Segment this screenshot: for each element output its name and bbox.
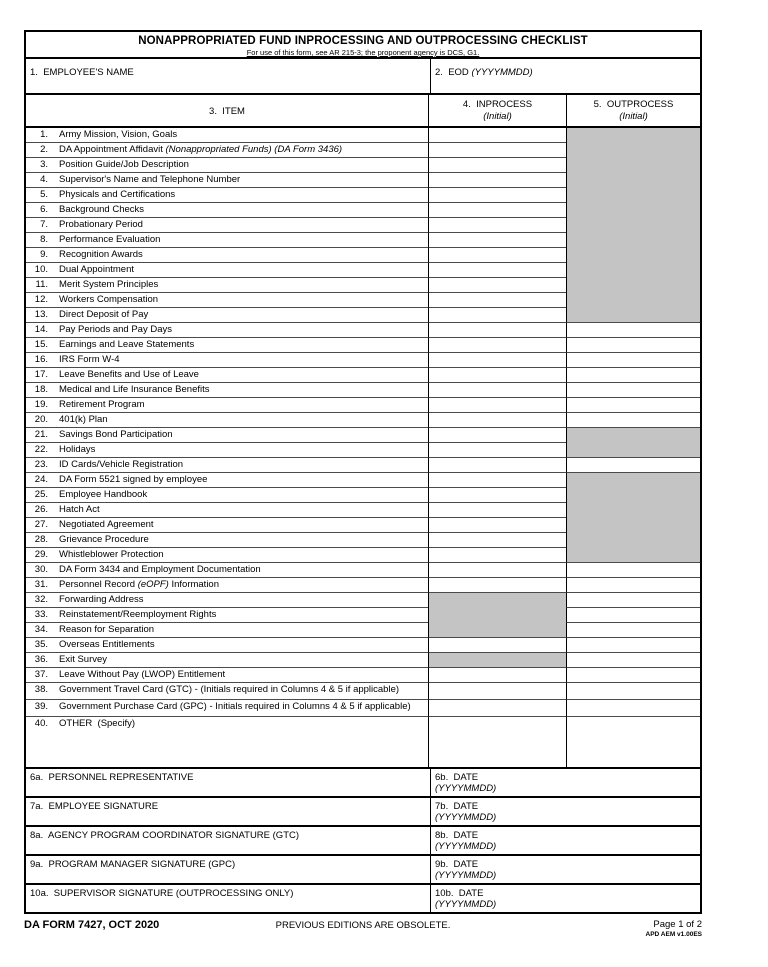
item-label-cell: [26, 683, 428, 700]
item-label-cell: [26, 578, 428, 593]
outprocess-cell-33[interactable]: [566, 608, 700, 623]
inprocess-cell-18[interactable]: [428, 383, 566, 398]
outprocess-cell-21: [566, 428, 700, 443]
outprocess-cell-29: [566, 548, 700, 563]
outprocess-cell-40[interactable]: [566, 717, 700, 767]
inprocess-cell-10[interactable]: [428, 263, 566, 278]
item-label-cell: [26, 158, 428, 173]
outprocess-cell-4: [566, 173, 700, 188]
signature-label: 8a. AGENCY PROGRAM COORDINATOR SIGNATURE (GTC): [30, 830, 300, 841]
item-text: Medical and Life Insurance Benefits: [59, 384, 210, 395]
outprocess-cell-38[interactable]: [566, 683, 700, 700]
employee-name-label: 1. EMPLOYEE'S NAME: [30, 67, 134, 78]
inprocess-cell-20[interactable]: [428, 413, 566, 428]
date-format: (YYYYMMDD): [435, 783, 497, 794]
item-label-cell: [26, 203, 428, 218]
outprocess-cell-12: [566, 293, 700, 308]
item-number: 11.: [35, 279, 48, 290]
checklist-row-7: [26, 218, 700, 233]
item-label-cell: [26, 458, 428, 473]
checklist-row-22: [26, 443, 700, 458]
item-number: 33.: [34, 609, 48, 620]
inprocess-cell-7[interactable]: [428, 218, 566, 233]
outprocess-cell-34[interactable]: [566, 623, 700, 638]
item-text: DA Form 5521 signed by employee: [59, 474, 208, 485]
checklist-row-1: [26, 128, 700, 143]
item-text: Holidays: [59, 444, 96, 455]
item-number: 29.: [34, 549, 48, 560]
checklist-row-4: [26, 173, 700, 188]
item-text: Savings Bond Participation: [59, 429, 173, 440]
checklist-row-12: [26, 293, 700, 308]
item-text: Grievance Procedure: [59, 534, 149, 545]
da-form-7427: [24, 30, 702, 914]
inprocess-cell-22[interactable]: [428, 443, 566, 458]
item-label-cell: [26, 383, 428, 398]
checklist-row-3: [26, 158, 700, 173]
outprocess-cell-15[interactable]: [566, 338, 700, 353]
checklist-row-28: [26, 533, 700, 548]
item-label-cell: [26, 593, 428, 608]
outprocess-cell-16[interactable]: [566, 353, 700, 368]
outprocess-cell-20[interactable]: [566, 413, 700, 428]
checklist-row-40: [26, 717, 700, 767]
inprocess-cell-40[interactable]: [428, 717, 566, 767]
checklist-row-37: [26, 668, 700, 683]
item-text: Pay Periods and Pay Days: [59, 324, 173, 335]
inprocess-cell-33: [428, 608, 566, 623]
date-label: 8b. DATE: [435, 830, 484, 841]
item-number: 7.: [40, 219, 48, 230]
outprocess-cell-11: [566, 278, 700, 293]
outprocess-cell-23[interactable]: [566, 458, 700, 473]
inprocess-cell-19[interactable]: [428, 398, 566, 413]
item-number: 5.: [40, 189, 48, 200]
item-label-cell: [26, 338, 428, 353]
item-text: Negotiated Agreement: [59, 519, 154, 530]
checklist-row-5: [26, 188, 700, 203]
checklist-row-24: [26, 473, 700, 488]
top-fields-row: [26, 59, 700, 95]
outprocess-cell-14[interactable]: [566, 323, 700, 338]
item-label-cell: [26, 143, 428, 158]
item-text: Probationary Period: [59, 219, 143, 230]
item-column-label: 3. ITEM: [209, 106, 245, 117]
item-text: DA Appointment Affidavit (Nonappropriated Funds) (DA Form 3436): [59, 144, 343, 155]
item-label-cell: [26, 323, 428, 338]
checklist-row-10: [26, 263, 700, 278]
item-text: Dual Appointment: [59, 264, 134, 275]
inprocess-cell-16[interactable]: [428, 353, 566, 368]
item-number: 26.: [34, 504, 48, 515]
inprocess-cell-31[interactable]: [428, 578, 566, 593]
item-text: Leave Benefits and Use of Leave: [59, 369, 199, 380]
inprocess-cell-39[interactable]: [428, 700, 566, 717]
item-text: Overseas Entitlements: [59, 639, 155, 650]
item-text: Whistleblower Protection: [59, 549, 164, 560]
item-number: 8.: [40, 234, 48, 245]
checklist-row-17: [26, 368, 700, 383]
item-label-cell: [26, 563, 428, 578]
checklist-row-34: [26, 623, 700, 638]
signature-row-8: [26, 825, 700, 854]
inprocess-cell-29[interactable]: [428, 548, 566, 563]
footer-right: [646, 919, 702, 938]
outprocess-cell-5: [566, 188, 700, 203]
item-label-cell: [26, 188, 428, 203]
outprocess-cell-22: [566, 443, 700, 458]
item-number: 17.: [34, 369, 48, 380]
outprocess-cell-3: [566, 158, 700, 173]
item-number: 30.: [34, 564, 48, 575]
outprocess-cell-25: [566, 488, 700, 503]
item-label-cell: [26, 548, 428, 563]
item-label-cell: [26, 428, 428, 443]
checklist-row-16: [26, 353, 700, 368]
item-number: 20.: [34, 414, 48, 425]
checklist-row-19: [26, 398, 700, 413]
item-text: DA Form 3434 and Employment Documentation: [59, 564, 261, 575]
item-label-cell: [26, 398, 428, 413]
inprocess-cell-35[interactable]: [428, 638, 566, 653]
date-field-9b[interactable]: [430, 856, 700, 883]
outprocess-cell-1: [566, 128, 700, 143]
inprocess-cell-2[interactable]: [428, 143, 566, 158]
column-header-inprocess: [428, 95, 566, 126]
item-label-cell: [26, 443, 428, 458]
outprocess-cell-35[interactable]: [566, 638, 700, 653]
form-number: DA FORM 7427, OCT 2020: [24, 919, 160, 931]
item-text: Employee Handbook: [59, 489, 148, 500]
inprocess-cell-36: [428, 653, 566, 668]
item-number: 25.: [34, 489, 48, 500]
inprocess-cell-24[interactable]: [428, 473, 566, 488]
inprocess-cell-28[interactable]: [428, 533, 566, 548]
checklist-row-29: [26, 548, 700, 563]
outprocess-cell-28: [566, 533, 700, 548]
outprocess-column-label: 5. OUTPROCESS: [593, 99, 674, 110]
item-label-cell: [26, 308, 428, 323]
outprocess-cell-2: [566, 143, 700, 158]
item-number: 36.: [34, 654, 48, 665]
inprocess-cell-25[interactable]: [428, 488, 566, 503]
item-number: 21.: [34, 429, 48, 440]
item-label-cell: [26, 293, 428, 308]
item-number: 18.: [34, 384, 48, 395]
item-number: 19.: [34, 399, 48, 410]
outprocess-cell-37[interactable]: [566, 668, 700, 683]
obsolete-note: PREVIOUS EDITIONS ARE OBSOLETE.: [275, 920, 451, 931]
item-number: 39.: [34, 701, 48, 712]
inprocess-cell-1[interactable]: [428, 128, 566, 143]
eod-date-format: (YYYYMMDD): [471, 67, 533, 78]
item-text: Army Mission, Vision, Goals: [59, 129, 178, 140]
checklist-row-32: [26, 593, 700, 608]
eod-label: 2. EOD: [435, 67, 472, 78]
inprocess-cell-37[interactable]: [428, 668, 566, 683]
outprocess-cell-17[interactable]: [566, 368, 700, 383]
outprocess-cell-39[interactable]: [566, 700, 700, 717]
item-label-cell: [26, 488, 428, 503]
item-number: 28.: [34, 534, 48, 545]
outprocess-cell-27: [566, 518, 700, 533]
item-label-cell: [26, 473, 428, 488]
item-number: 40.: [34, 718, 48, 729]
signature-field-8a[interactable]: [26, 827, 430, 854]
outprocess-cell-30[interactable]: [566, 563, 700, 578]
inprocess-cell-6[interactable]: [428, 203, 566, 218]
item-text: Reinstatement/Reemployment Rights: [59, 609, 217, 620]
item-label-cell: [26, 503, 428, 518]
signature-row-6: [26, 767, 700, 796]
outprocess-cell-18[interactable]: [566, 383, 700, 398]
item-number: 10.: [34, 264, 48, 275]
signature-label: 9a. PROGRAM MANAGER SIGNATURE (GPC): [30, 859, 236, 870]
outprocess-cell-13: [566, 308, 700, 323]
checklist-row-30: [26, 563, 700, 578]
inprocess-cell-32: [428, 593, 566, 608]
inprocess-cell-3[interactable]: [428, 158, 566, 173]
outprocess-initial-note: (Initial): [619, 111, 648, 122]
checklist-row-18: [26, 383, 700, 398]
item-text: Retirement Program: [59, 399, 145, 410]
checklist-row-9: [26, 248, 700, 263]
checklist-row-38: [26, 683, 700, 700]
item-label-cell: [26, 668, 428, 683]
signature-label: 7a. EMPLOYEE SIGNATURE: [30, 801, 159, 812]
item-text: Government Purchase Card (GPC) - Initials required in Columns 4 & 5 if applicable): [59, 701, 411, 712]
item-number: 16.: [34, 354, 48, 365]
checklist-row-2: [26, 143, 700, 158]
item-number: 38.: [34, 684, 48, 695]
item-text: Workers Compensation: [59, 294, 159, 305]
outprocess-cell-6: [566, 203, 700, 218]
item-label-cell: [26, 413, 428, 428]
item-number: 15.: [34, 339, 48, 350]
item-label-cell: [26, 653, 428, 668]
item-label-cell: [26, 717, 428, 767]
checklist-items: [26, 128, 700, 767]
item-number: 32.: [34, 594, 48, 605]
inprocess-cell-15[interactable]: [428, 338, 566, 353]
signature-row-10: [26, 883, 700, 912]
item-label-cell: [26, 173, 428, 188]
item-number: 14.: [34, 324, 48, 335]
checklist-row-35: [26, 638, 700, 653]
inprocess-cell-34: [428, 623, 566, 638]
inprocess-cell-13[interactable]: [428, 308, 566, 323]
signature-field-7a[interactable]: [26, 798, 430, 825]
checklist-row-36: [26, 653, 700, 668]
item-text: IRS Form W-4: [59, 354, 120, 365]
signature-section: [26, 767, 700, 912]
inprocess-cell-30[interactable]: [428, 563, 566, 578]
date-format: (YYYYMMDD): [435, 812, 497, 823]
date-field-8b[interactable]: [430, 827, 700, 854]
item-text: Reason for Separation: [59, 624, 155, 635]
checklist-row-8: [26, 233, 700, 248]
item-number: 37.: [34, 669, 48, 680]
item-text: Earnings and Leave Statements: [59, 339, 195, 350]
signature-field-9a[interactable]: [26, 856, 430, 883]
checklist-row-15: [26, 338, 700, 353]
checklist-row-14: [26, 323, 700, 338]
item-text: Government Travel Card (GTC) - (Initials required in Columns 4 & 5 if applicable): [59, 684, 400, 695]
item-label-cell: [26, 638, 428, 653]
checklist-row-26: [26, 503, 700, 518]
outprocess-cell-9: [566, 248, 700, 263]
item-number: 35.: [34, 639, 48, 650]
inprocess-cell-38[interactable]: [428, 683, 566, 700]
eod-field[interactable]: [430, 59, 700, 93]
item-label-cell: [26, 218, 428, 233]
item-text: Personnel Record (eOPF) Information: [59, 579, 219, 590]
signature-field-10a[interactable]: [26, 885, 430, 912]
item-label-cell: [26, 623, 428, 638]
date-field-10b[interactable]: [430, 885, 700, 912]
inprocess-cell-8[interactable]: [428, 233, 566, 248]
inprocess-cell-17[interactable]: [428, 368, 566, 383]
inprocess-cell-23[interactable]: [428, 458, 566, 473]
date-format: (YYYYMMDD): [435, 899, 497, 910]
inprocess-cell-11[interactable]: [428, 278, 566, 293]
item-number: 9.: [40, 249, 48, 260]
item-number: 13.: [34, 309, 48, 320]
date-format: (YYYYMMDD): [435, 870, 497, 881]
item-text: Hatch Act: [59, 504, 100, 515]
checklist-row-39: [26, 700, 700, 717]
item-number: 3.: [40, 159, 48, 170]
form-subtitle: For use of this form, see AR 215-3; the proponent agency is DCS, G1.: [246, 48, 480, 57]
outprocess-cell-26: [566, 503, 700, 518]
inprocess-cell-26[interactable]: [428, 503, 566, 518]
item-text: Position Guide/Job Description: [59, 159, 189, 170]
item-number: 12.: [34, 294, 48, 305]
inprocess-cell-27[interactable]: [428, 518, 566, 533]
date-label: 10b. DATE: [435, 888, 489, 899]
item-number: 27.: [34, 519, 48, 530]
item-text: Direct Deposit of Pay: [59, 309, 149, 320]
column-header-row: [26, 95, 700, 128]
employee-name-field[interactable]: [26, 59, 430, 93]
item-text: Physicals and Certifications: [59, 189, 176, 200]
item-label-cell: [26, 368, 428, 383]
item-number: 31.: [34, 579, 48, 590]
outprocess-cell-31[interactable]: [566, 578, 700, 593]
item-text: Background Checks: [59, 204, 145, 215]
item-label-cell: [26, 700, 428, 717]
item-label-cell: [26, 128, 428, 143]
inprocess-initial-note: (Initial): [483, 111, 512, 122]
date-field-7b[interactable]: [430, 798, 700, 825]
form-title: NONAPPROPRIATED FUND INPROCESSING AND OUTPROCESSING CHECKLIST: [138, 35, 588, 47]
item-text: OTHER (Specify): [59, 718, 136, 729]
date-format: (YYYYMMDD): [435, 841, 497, 852]
outprocess-cell-8: [566, 233, 700, 248]
outprocess-cell-36[interactable]: [566, 653, 700, 668]
item-label-cell: [26, 353, 428, 368]
item-number: 6.: [40, 204, 48, 215]
outprocess-cell-32[interactable]: [566, 593, 700, 608]
inprocess-column-label: 4. INPROCESS: [462, 99, 533, 110]
item-label-cell: [26, 278, 428, 293]
item-text: 401(k) Plan: [59, 414, 108, 425]
item-label-cell: [26, 518, 428, 533]
signature-field-6a[interactable]: [26, 769, 430, 796]
signature-label: 10a. SUPERVISOR SIGNATURE (OUTPROCESSING ONLY): [30, 888, 294, 899]
item-text: Forwarding Address: [59, 594, 144, 605]
checklist-row-20: [26, 413, 700, 428]
item-text: ID Cards/Vehicle Registration: [59, 459, 184, 470]
column-header-outprocess: [566, 95, 700, 126]
item-text: Leave Without Pay (LWOP) Entitlement: [59, 669, 226, 680]
item-number: 23.: [34, 459, 48, 470]
inprocess-cell-4[interactable]: [428, 173, 566, 188]
item-text: Supervisor's Name and Telephone Number: [59, 174, 241, 185]
checklist-row-13: [26, 308, 700, 323]
item-number: 4.: [40, 174, 48, 185]
page-indicator: Page 1 of 2: [653, 919, 702, 930]
checklist-row-31: [26, 578, 700, 593]
item-number: 24.: [34, 474, 48, 485]
checklist-row-6: [26, 203, 700, 218]
date-label: 6b. DATE: [435, 772, 484, 783]
date-label: 7b. DATE: [435, 801, 484, 812]
inprocess-cell-5[interactable]: [428, 188, 566, 203]
item-text: Exit Survey: [59, 654, 108, 665]
date-field-6b[interactable]: [430, 769, 700, 796]
checklist-row-11: [26, 278, 700, 293]
column-header-item: [26, 95, 428, 126]
title-block: [26, 32, 700, 59]
checklist-row-23: [26, 458, 700, 473]
item-label-cell: [26, 263, 428, 278]
outprocess-cell-24: [566, 473, 700, 488]
outprocess-cell-7: [566, 218, 700, 233]
item-label-cell: [26, 608, 428, 623]
item-text: Recognition Awards: [59, 249, 143, 260]
item-text: Performance Evaluation: [59, 234, 161, 245]
checklist-row-33: [26, 608, 700, 623]
item-number: 1.: [40, 129, 48, 140]
checklist-row-21: [26, 428, 700, 443]
item-label-cell: [26, 533, 428, 548]
item-label-cell: [26, 248, 428, 263]
outprocess-cell-10: [566, 263, 700, 278]
signature-label: 6a. PERSONNEL REPRESENTATIVE: [30, 772, 194, 783]
item-label-cell: [26, 233, 428, 248]
item-number: 22.: [34, 444, 48, 455]
outprocess-cell-19[interactable]: [566, 398, 700, 413]
signature-row-9: [26, 854, 700, 883]
inprocess-cell-21[interactable]: [428, 428, 566, 443]
date-label: 9b. DATE: [435, 859, 484, 870]
checklist-row-25: [26, 488, 700, 503]
item-number: 2.: [40, 144, 48, 155]
checklist-row-27: [26, 518, 700, 533]
item-text: Merit System Principles: [59, 279, 159, 290]
inprocess-cell-9[interactable]: [428, 248, 566, 263]
signature-row-7: [26, 796, 700, 825]
inprocess-cell-14[interactable]: [428, 323, 566, 338]
apd-version: APD AEM v1.00ES: [645, 931, 702, 938]
item-number: 34.: [34, 624, 48, 635]
inprocess-cell-12[interactable]: [428, 293, 566, 308]
